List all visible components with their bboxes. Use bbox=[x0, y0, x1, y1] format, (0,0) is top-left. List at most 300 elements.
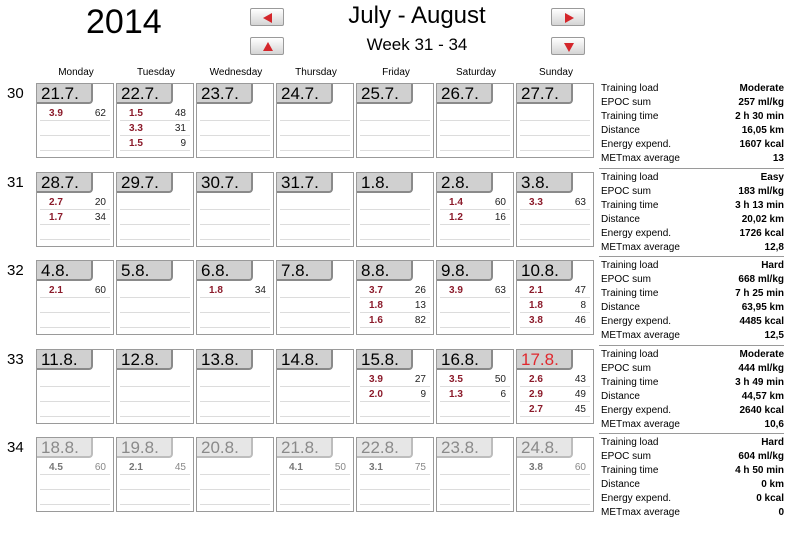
empty-session-slot bbox=[440, 106, 510, 121]
week-number: 30 bbox=[7, 85, 24, 102]
summary-label: EPOC sum bbox=[601, 363, 652, 374]
training-session[interactable] bbox=[40, 106, 110, 121]
day-date-label: 12.8. bbox=[117, 350, 173, 370]
empty-session-slot bbox=[120, 475, 190, 490]
training-effect-value: 3.9 bbox=[49, 108, 63, 119]
empty-session-slot bbox=[360, 106, 430, 121]
day-cell[interactable] bbox=[196, 172, 274, 247]
day-cell[interactable] bbox=[356, 349, 434, 424]
training-session[interactable] bbox=[440, 283, 510, 298]
summary-value: 183 ml/kg bbox=[738, 186, 784, 197]
summary-label: EPOC sum bbox=[601, 97, 652, 108]
summary-row bbox=[599, 227, 784, 241]
day-date-label: 19.8. bbox=[117, 438, 173, 458]
training-session[interactable] bbox=[40, 283, 110, 298]
empty-session-slot bbox=[520, 121, 590, 136]
triangle-right-icon bbox=[564, 13, 574, 23]
empty-session-slot bbox=[280, 490, 350, 505]
empty-session-slot bbox=[120, 313, 190, 328]
empty-session-slot bbox=[40, 298, 110, 313]
day-date-label: 23.8. bbox=[437, 438, 493, 458]
summary-label: METmax average bbox=[601, 507, 680, 518]
day-cell[interactable] bbox=[36, 349, 114, 424]
summary-label: EPOC sum bbox=[601, 274, 652, 285]
training-session[interactable] bbox=[40, 195, 110, 210]
summary-value: 2640 kcal bbox=[739, 405, 784, 416]
day-cell[interactable] bbox=[436, 260, 514, 335]
training-session[interactable] bbox=[120, 136, 190, 151]
weekday-header-monday: Monday bbox=[58, 67, 94, 78]
day-cell[interactable] bbox=[276, 83, 354, 158]
training-effect-value: 4.1 bbox=[289, 462, 303, 473]
training-effect-value: 2.1 bbox=[529, 285, 543, 296]
summary-value: 604 ml/kg bbox=[738, 451, 784, 462]
session-duration: 45 bbox=[174, 462, 186, 473]
day-cell[interactable] bbox=[356, 83, 434, 158]
weekday-header-friday: Friday bbox=[382, 67, 410, 78]
training-session[interactable] bbox=[280, 460, 350, 475]
empty-session-slot bbox=[360, 210, 430, 225]
summary-row bbox=[599, 259, 784, 273]
training-effect-value: 3.8 bbox=[529, 462, 543, 473]
training-effect-value: 2.9 bbox=[529, 389, 543, 400]
day-cell[interactable] bbox=[196, 83, 274, 158]
summary-row bbox=[599, 171, 784, 185]
summary-row bbox=[599, 404, 784, 418]
day-date-label: 4.8. bbox=[37, 261, 93, 281]
next-week-button[interactable] bbox=[551, 37, 585, 55]
session-duration: 48 bbox=[174, 108, 186, 119]
empty-session-slot bbox=[200, 313, 270, 328]
training-effect-value: 3.7 bbox=[369, 285, 383, 296]
training-effect-value: 1.5 bbox=[129, 138, 143, 149]
training-effect-value: 2.1 bbox=[49, 285, 63, 296]
empty-session-slot bbox=[40, 475, 110, 490]
summary-label: Training load bbox=[601, 437, 659, 448]
summary-row bbox=[599, 464, 784, 478]
empty-session-slot bbox=[520, 490, 590, 505]
day-cell[interactable] bbox=[36, 172, 114, 247]
week-summary bbox=[599, 348, 784, 432]
summary-row bbox=[599, 348, 784, 362]
summary-row bbox=[599, 301, 784, 315]
summary-value: Easy bbox=[760, 172, 784, 183]
summary-row bbox=[599, 376, 784, 390]
summary-value: Hard bbox=[761, 437, 784, 448]
summary-row bbox=[599, 110, 784, 124]
empty-session-slot bbox=[40, 372, 110, 387]
weekday-header-saturday: Saturday bbox=[455, 67, 497, 78]
day-cell[interactable] bbox=[116, 349, 194, 424]
session-duration: 9 bbox=[180, 138, 186, 149]
triangle-left-icon bbox=[263, 13, 273, 23]
weekday-header-wednesday: Wednesday bbox=[209, 67, 263, 78]
training-effect-value: 3.9 bbox=[369, 374, 383, 385]
summary-row bbox=[599, 450, 784, 464]
summary-value: 10,6 bbox=[764, 419, 784, 430]
day-cell[interactable] bbox=[516, 172, 594, 247]
summary-label: METmax average bbox=[601, 242, 680, 253]
training-effect-value: 1.2 bbox=[449, 212, 463, 223]
summary-value: 63,95 km bbox=[741, 302, 784, 313]
day-date-label: 3.8. bbox=[517, 173, 573, 193]
summary-label: Energy expend. bbox=[601, 405, 672, 416]
summary-value: Moderate bbox=[739, 83, 784, 94]
training-session[interactable] bbox=[360, 387, 430, 402]
next-month-button[interactable] bbox=[551, 8, 585, 26]
summary-label: Training load bbox=[601, 83, 659, 94]
session-duration: 47 bbox=[574, 285, 586, 296]
training-session[interactable] bbox=[360, 283, 430, 298]
summary-row bbox=[599, 152, 784, 166]
previous-week-button[interactable] bbox=[250, 37, 284, 55]
empty-session-slot bbox=[280, 106, 350, 121]
training-effect-value: 3.5 bbox=[449, 374, 463, 385]
year-label: 2014 bbox=[86, 3, 162, 41]
empty-session-slot bbox=[120, 387, 190, 402]
day-date-label: 20.8. bbox=[197, 438, 253, 458]
summary-label: METmax average bbox=[601, 330, 680, 341]
day-date-label: 22.7. bbox=[117, 84, 173, 104]
day-cell[interactable] bbox=[276, 260, 354, 335]
session-duration: 16 bbox=[494, 212, 506, 223]
empty-session-slot bbox=[40, 313, 110, 328]
day-date-label: 26.7. bbox=[437, 84, 493, 104]
empty-session-slot bbox=[200, 225, 270, 240]
day-cell[interactable] bbox=[196, 437, 274, 512]
training-session[interactable] bbox=[440, 387, 510, 402]
session-duration: 75 bbox=[414, 462, 426, 473]
summary-label: Training load bbox=[601, 172, 659, 183]
summary-row bbox=[599, 124, 784, 138]
triangle-down-icon bbox=[564, 42, 574, 52]
empty-session-slot bbox=[120, 402, 190, 417]
empty-session-slot bbox=[520, 475, 590, 490]
day-date-label: 21.7. bbox=[37, 84, 93, 104]
session-duration: 31 bbox=[174, 123, 186, 134]
summary-divider bbox=[599, 433, 784, 434]
summary-value: 4 h 50 min bbox=[735, 465, 784, 476]
session-duration: 50 bbox=[334, 462, 346, 473]
day-cell[interactable] bbox=[36, 83, 114, 158]
day-date-label: 2.8. bbox=[437, 173, 493, 193]
empty-session-slot bbox=[440, 490, 510, 505]
summary-value: 44,57 km bbox=[741, 391, 784, 402]
summary-row bbox=[599, 96, 784, 110]
week-number: 31 bbox=[7, 174, 24, 191]
training-session[interactable] bbox=[360, 460, 430, 475]
week-summary bbox=[599, 436, 784, 520]
week-summary bbox=[599, 171, 784, 255]
day-cell[interactable] bbox=[116, 172, 194, 247]
day-cell[interactable] bbox=[196, 349, 274, 424]
summary-row bbox=[599, 436, 784, 450]
empty-session-slot bbox=[280, 283, 350, 298]
day-cell[interactable] bbox=[36, 260, 114, 335]
summary-value: 3 h 49 min bbox=[735, 377, 784, 388]
empty-session-slot bbox=[200, 490, 270, 505]
session-duration: 82 bbox=[414, 315, 426, 326]
day-date-label: 13.8. bbox=[197, 350, 253, 370]
day-date-label: 29.7. bbox=[117, 173, 173, 193]
training-session[interactable] bbox=[120, 106, 190, 121]
training-session[interactable] bbox=[520, 460, 590, 475]
training-session[interactable] bbox=[120, 121, 190, 136]
day-date-label: 5.8. bbox=[117, 261, 173, 281]
summary-row bbox=[599, 199, 784, 213]
training-session[interactable] bbox=[520, 372, 590, 387]
training-session[interactable] bbox=[200, 283, 270, 298]
empty-session-slot bbox=[280, 210, 350, 225]
summary-divider bbox=[599, 345, 784, 346]
summary-value: 257 ml/kg bbox=[738, 97, 784, 108]
summary-value: 0 bbox=[778, 507, 784, 518]
session-duration: 34 bbox=[94, 212, 106, 223]
training-session[interactable] bbox=[520, 313, 590, 328]
week-number: 34 bbox=[7, 439, 24, 456]
session-duration: 45 bbox=[574, 404, 586, 415]
empty-session-slot bbox=[120, 225, 190, 240]
summary-label: EPOC sum bbox=[601, 186, 652, 197]
training-effect-value: 2.7 bbox=[49, 197, 63, 208]
training-effect-value: 3.3 bbox=[529, 197, 543, 208]
day-cell[interactable] bbox=[356, 437, 434, 512]
training-session[interactable] bbox=[360, 313, 430, 328]
session-duration: 46 bbox=[574, 315, 586, 326]
summary-row bbox=[599, 82, 784, 96]
summary-label: METmax average bbox=[601, 153, 680, 164]
day-date-label: 16.8. bbox=[437, 350, 493, 370]
empty-session-slot bbox=[360, 475, 430, 490]
summary-value: 12,8 bbox=[764, 242, 784, 253]
day-cell[interactable] bbox=[276, 349, 354, 424]
empty-session-slot bbox=[280, 136, 350, 151]
training-session[interactable] bbox=[440, 210, 510, 225]
day-date-label: 25.7. bbox=[357, 84, 413, 104]
day-cell[interactable] bbox=[436, 172, 514, 247]
summary-value: 13 bbox=[772, 153, 784, 164]
weekday-header-tuesday: Tuesday bbox=[137, 67, 175, 78]
empty-session-slot bbox=[200, 475, 270, 490]
training-session[interactable] bbox=[520, 387, 590, 402]
day-date-label: 24.7. bbox=[277, 84, 333, 104]
summary-value: 3 h 13 min bbox=[735, 200, 784, 211]
day-cell[interactable] bbox=[516, 83, 594, 158]
week-number: 33 bbox=[7, 351, 24, 368]
summary-value: 20,02 km bbox=[741, 214, 784, 225]
training-session[interactable] bbox=[520, 298, 590, 313]
session-duration: 60 bbox=[94, 462, 106, 473]
session-duration: 60 bbox=[574, 462, 586, 473]
day-date-label: 22.8. bbox=[357, 438, 413, 458]
summary-row bbox=[599, 418, 784, 432]
training-effect-value: 1.8 bbox=[369, 300, 383, 311]
empty-session-slot bbox=[200, 121, 270, 136]
weekday-header-sunday: Sunday bbox=[539, 67, 573, 78]
session-duration: 13 bbox=[414, 300, 426, 311]
empty-session-slot bbox=[280, 225, 350, 240]
session-duration: 60 bbox=[494, 197, 506, 208]
empty-session-slot bbox=[440, 136, 510, 151]
session-duration: 34 bbox=[254, 285, 266, 296]
day-cell[interactable] bbox=[276, 437, 354, 512]
training-session[interactable] bbox=[440, 195, 510, 210]
empty-session-slot bbox=[40, 121, 110, 136]
summary-divider bbox=[599, 168, 784, 169]
summary-row bbox=[599, 273, 784, 287]
summary-value: 668 ml/kg bbox=[738, 274, 784, 285]
training-session[interactable] bbox=[360, 298, 430, 313]
summary-value: Hard bbox=[761, 260, 784, 271]
day-cell[interactable] bbox=[116, 83, 194, 158]
day-date-label: 17.8. bbox=[517, 350, 573, 370]
session-duration: 9 bbox=[420, 389, 426, 400]
day-cell[interactable] bbox=[436, 83, 514, 158]
day-cell[interactable] bbox=[436, 349, 514, 424]
session-duration: 60 bbox=[94, 285, 106, 296]
empty-session-slot bbox=[520, 225, 590, 240]
empty-session-slot bbox=[520, 210, 590, 225]
summary-row bbox=[599, 315, 784, 329]
empty-session-slot bbox=[520, 106, 590, 121]
summary-value: 7 h 25 min bbox=[735, 288, 784, 299]
summary-row bbox=[599, 287, 784, 301]
day-date-label: 1.8. bbox=[357, 173, 413, 193]
training-effect-value: 1.8 bbox=[529, 300, 543, 311]
empty-session-slot bbox=[200, 298, 270, 313]
day-date-label: 8.8. bbox=[357, 261, 413, 281]
day-cell[interactable] bbox=[516, 437, 594, 512]
summary-value: Moderate bbox=[739, 349, 784, 360]
day-cell[interactable] bbox=[276, 172, 354, 247]
training-session[interactable] bbox=[360, 372, 430, 387]
session-duration: 8 bbox=[580, 300, 586, 311]
session-duration: 50 bbox=[494, 374, 506, 385]
empty-session-slot bbox=[200, 372, 270, 387]
empty-session-slot bbox=[120, 298, 190, 313]
week-range-subtitle: Week 31 - 34 bbox=[366, 35, 468, 54]
day-cell[interactable] bbox=[196, 260, 274, 335]
empty-session-slot bbox=[200, 402, 270, 417]
summary-label: Distance bbox=[601, 125, 640, 136]
summary-label: Training time bbox=[601, 288, 659, 299]
summary-row bbox=[599, 185, 784, 199]
training-effect-value: 1.3 bbox=[449, 389, 463, 400]
day-cell[interactable] bbox=[116, 260, 194, 335]
training-effect-value: 2.7 bbox=[529, 404, 543, 415]
empty-session-slot bbox=[440, 402, 510, 417]
empty-session-slot bbox=[280, 195, 350, 210]
previous-month-button[interactable] bbox=[250, 8, 284, 26]
empty-session-slot bbox=[200, 387, 270, 402]
summary-value: 0 kcal bbox=[756, 493, 784, 504]
summary-label: Training load bbox=[601, 349, 659, 360]
empty-session-slot bbox=[200, 136, 270, 151]
summary-value: 444 ml/kg bbox=[738, 363, 784, 374]
empty-session-slot bbox=[200, 210, 270, 225]
day-cell[interactable] bbox=[516, 260, 594, 335]
empty-session-slot bbox=[40, 387, 110, 402]
month-range-title: July - August bbox=[348, 2, 486, 29]
summary-row bbox=[599, 506, 784, 520]
training-effect-value: 3.8 bbox=[529, 315, 543, 326]
day-date-label: 31.7. bbox=[277, 173, 333, 193]
training-session[interactable] bbox=[440, 372, 510, 387]
summary-value: 2 h 30 min bbox=[735, 111, 784, 122]
session-duration: 62 bbox=[94, 108, 106, 119]
week-number: 32 bbox=[7, 262, 24, 279]
day-cell[interactable] bbox=[356, 172, 434, 247]
training-effect-value: 1.5 bbox=[129, 108, 143, 119]
week-summary bbox=[599, 82, 784, 166]
summary-label: Distance bbox=[601, 302, 640, 313]
summary-label: Training time bbox=[601, 111, 659, 122]
empty-session-slot bbox=[40, 402, 110, 417]
summary-label: Training time bbox=[601, 465, 659, 476]
day-date-label: 21.8. bbox=[277, 438, 333, 458]
summary-row bbox=[599, 390, 784, 404]
empty-session-slot bbox=[520, 136, 590, 151]
training-effect-value: 1.8 bbox=[209, 285, 223, 296]
session-duration: 20 bbox=[94, 197, 106, 208]
training-effect-value: 1.7 bbox=[49, 212, 63, 223]
summary-row bbox=[599, 213, 784, 227]
summary-divider bbox=[599, 256, 784, 257]
weekday-header-thursday: Thursday bbox=[295, 67, 337, 78]
day-cell[interactable] bbox=[436, 437, 514, 512]
day-cell[interactable] bbox=[516, 349, 594, 424]
summary-label: Distance bbox=[601, 479, 640, 490]
summary-label: Distance bbox=[601, 391, 640, 402]
session-duration: 26 bbox=[414, 285, 426, 296]
training-session[interactable] bbox=[120, 460, 190, 475]
empty-session-slot bbox=[440, 298, 510, 313]
day-cell[interactable] bbox=[36, 437, 114, 512]
empty-session-slot bbox=[280, 475, 350, 490]
empty-session-slot bbox=[440, 460, 510, 475]
session-duration: 27 bbox=[414, 374, 426, 385]
empty-session-slot bbox=[120, 283, 190, 298]
empty-session-slot bbox=[120, 210, 190, 225]
training-effect-value: 1.6 bbox=[369, 315, 383, 326]
summary-label: Energy expend. bbox=[601, 316, 672, 327]
day-date-label: 28.7. bbox=[37, 173, 93, 193]
day-cell[interactable] bbox=[356, 260, 434, 335]
day-date-label: 18.8. bbox=[37, 438, 93, 458]
empty-session-slot bbox=[200, 195, 270, 210]
summary-value: 1726 kcal bbox=[739, 228, 784, 239]
training-session[interactable] bbox=[40, 460, 110, 475]
empty-session-slot bbox=[40, 490, 110, 505]
summary-label: Training load bbox=[601, 260, 659, 271]
day-cell[interactable] bbox=[116, 437, 194, 512]
empty-session-slot bbox=[280, 372, 350, 387]
empty-session-slot bbox=[280, 298, 350, 313]
training-session[interactable] bbox=[40, 210, 110, 225]
summary-row bbox=[599, 329, 784, 343]
summary-label: Training time bbox=[601, 377, 659, 388]
training-effect-value: 3.3 bbox=[129, 123, 143, 134]
day-date-label: 30.7. bbox=[197, 173, 253, 193]
empty-session-slot bbox=[360, 136, 430, 151]
training-session[interactable] bbox=[520, 195, 590, 210]
training-session[interactable] bbox=[520, 402, 590, 417]
empty-session-slot bbox=[360, 195, 430, 210]
empty-session-slot bbox=[280, 402, 350, 417]
summary-label: EPOC sum bbox=[601, 451, 652, 462]
training-session[interactable] bbox=[520, 283, 590, 298]
day-date-label: 6.8. bbox=[197, 261, 253, 281]
